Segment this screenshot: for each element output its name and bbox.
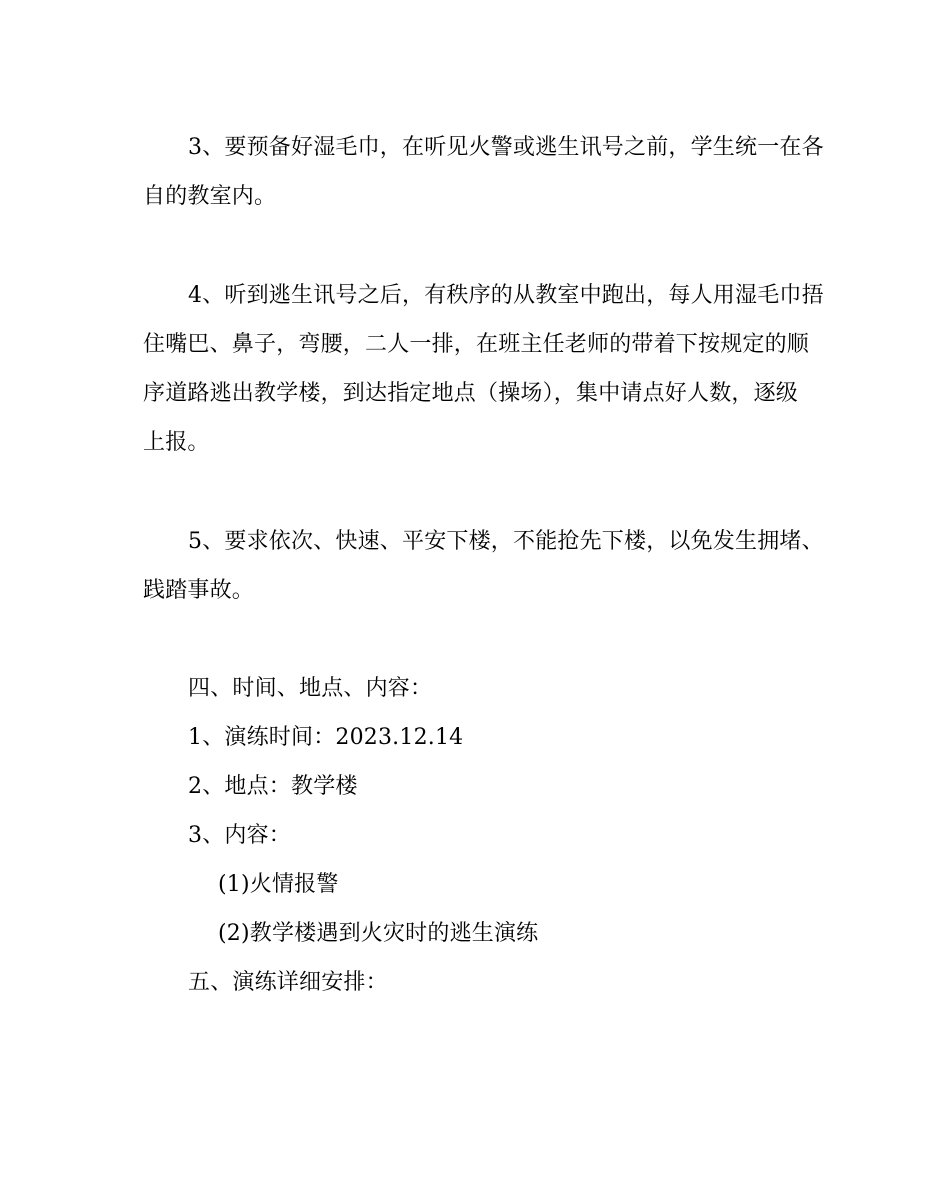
paragraph-3-line-1: 3、要预备好湿毛巾，在听见火警或逃生讯号之前，学生统一在各 bbox=[188, 135, 824, 160]
drill-content-item-2: (2)教学楼遇到火灾时的逃生演练 bbox=[218, 921, 539, 946]
drill-content-heading: 3、内容： bbox=[188, 823, 291, 848]
paragraph-4-line-4: 上报。 bbox=[143, 430, 210, 455]
paragraph-4-line-2: 住嘴巴、鼻子，弯腰，二人一排，在班主任老师的带着下按规定的顺 bbox=[143, 332, 810, 357]
paragraph-3-line-2: 自的教室内。 bbox=[143, 184, 277, 209]
paragraph-5-line-2: 践踏事故。 bbox=[143, 578, 255, 603]
paragraph-5-line-1: 5、要求依次、快速、平安下楼，不能抢先下楼，以免发生拥堵、 bbox=[188, 529, 824, 554]
drill-time: 1、演练时间：2023.12.14 bbox=[188, 725, 464, 750]
drill-location: 2、地点：教学楼 bbox=[188, 774, 358, 799]
section-5-heading: 五、演练详细安排： bbox=[188, 970, 388, 995]
paragraph-4-line-3: 序道路逃出教学楼，到达指定地点（操场），集中请点好人数，逐级 bbox=[143, 381, 799, 406]
section-4-heading: 四、时间、地点、内容： bbox=[188, 676, 433, 701]
paragraph-4-line-1: 4、听到逃生讯号之后，有秩序的从教室中跑出，每人用湿毛巾捂 bbox=[188, 283, 824, 308]
drill-content-item-1: (1)火情报警 bbox=[218, 872, 339, 897]
